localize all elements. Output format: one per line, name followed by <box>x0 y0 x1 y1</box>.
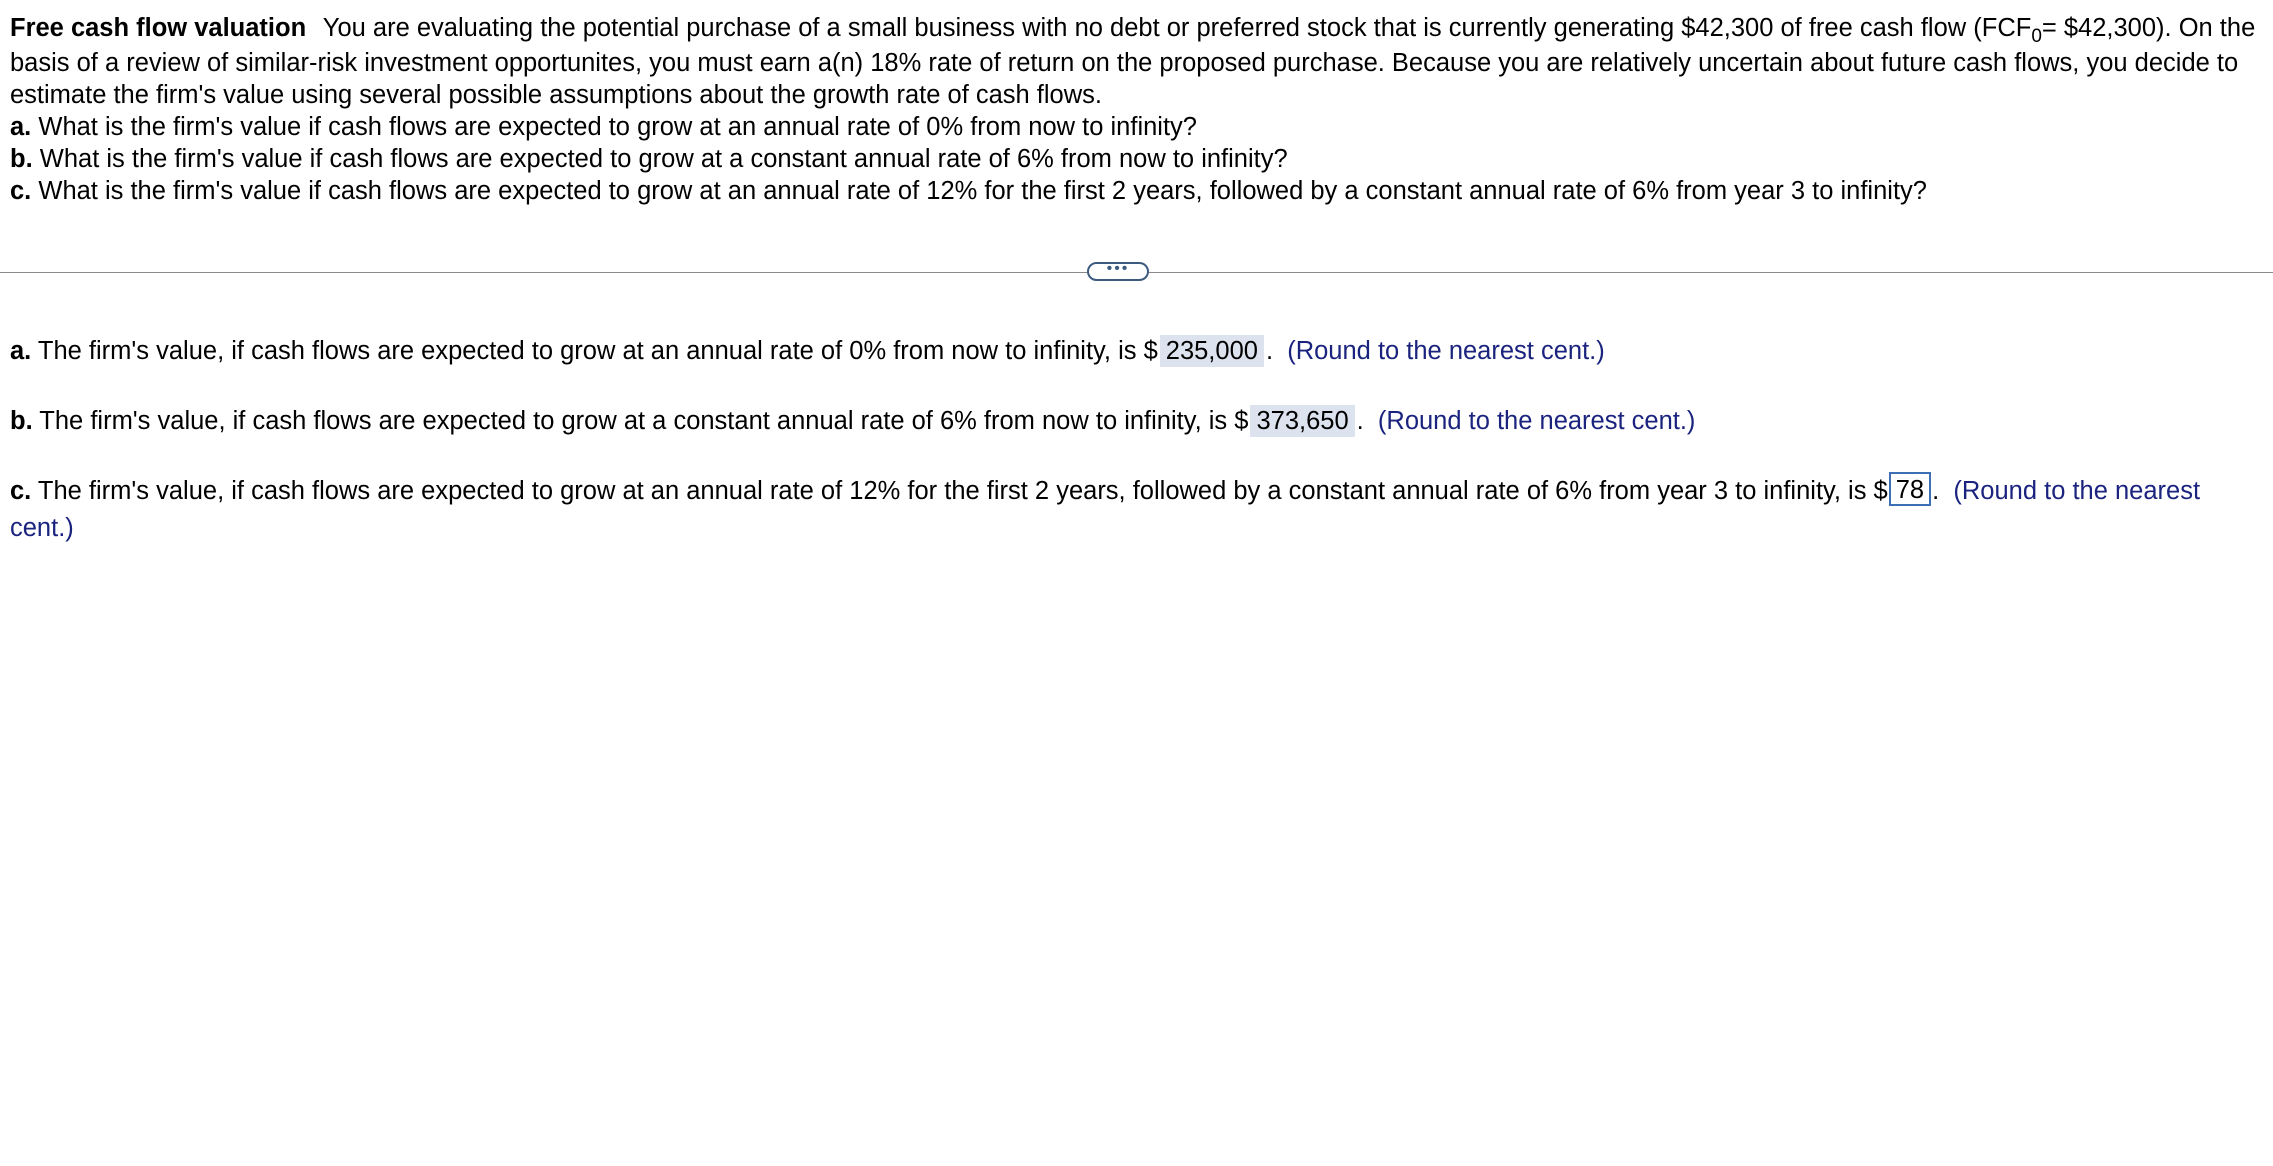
answer-b-value[interactable]: 373,650 <box>1250 405 1354 437</box>
fcf-subscript: 0 <box>2031 26 2042 47</box>
question-part-a: a. What is the firm's value if cash flows are expected to grow at an annual rate of 0% from now to infinity? <box>10 113 1197 141</box>
question-part-c: c. What is the firm's value if cash flows are expected to grow at an annual rate of 12% for the first 2 years, followed by a constant annual rate of 6% from year 3 to infinity? <box>10 177 1927 205</box>
answer-b-hint: (Round to the nearest cent.) <box>1377 407 1696 435</box>
answer-c-input[interactable]: 78 <box>1889 472 1931 506</box>
question-intro: You are evaluating the potential purchase of a small business with no debt or preferred stock that is currently generating $42,300 of free cash flow ($FCF_0=$ $42,300). On the basis of a review of similar-risk investment opportunites, you must earn a(n) 18% rate of return on the proposed purchase. Because you are relatively uncertain about future cash flows, you decide to estimate the firm's value using several possible assumptions about the growth rate of cash flows. <box>10 14 2256 109</box>
answer-a: a. The firm's value, if cash flows are expected to grow at an annual rate of 0% from now to infinity, is $ 235,000 . (Round to the nearest cent.) <box>10 337 1605 365</box>
answer-b: b. The firm's value, if cash flows are expected to grow at a constant annual rate of 6% from now to infinity, is $ 373,650 . (Round to the nearest cent.) <box>10 407 1696 435</box>
ellipsis-icon: ••• <box>1106 259 1130 277</box>
expand-collapse-button[interactable] <box>1087 259 1149 281</box>
question-part-b: b. What is the firm's value if cash flows are expected to grow at a constant annual rate of 6% from now to infinity? <box>10 145 1288 173</box>
answer-c-hint: (Round to the nearest cent.) <box>10 477 2201 542</box>
question-text <box>10 12 2260 207</box>
answer-a-hint: (Round to the nearest cent.) <box>1287 337 1605 365</box>
question-title: Free cash flow valuation <box>10 14 307 42</box>
answer-c: c. The firm's value, if cash flows are expected to grow at an annual rate of 12% for the first 2 years, followed by a constant annual rate of 6% from year 3 to infinity, is $ 78 . (Round to the nearest cent.) <box>10 473 2260 547</box>
answer-a-value[interactable]: 235,000 <box>1160 335 1264 367</box>
